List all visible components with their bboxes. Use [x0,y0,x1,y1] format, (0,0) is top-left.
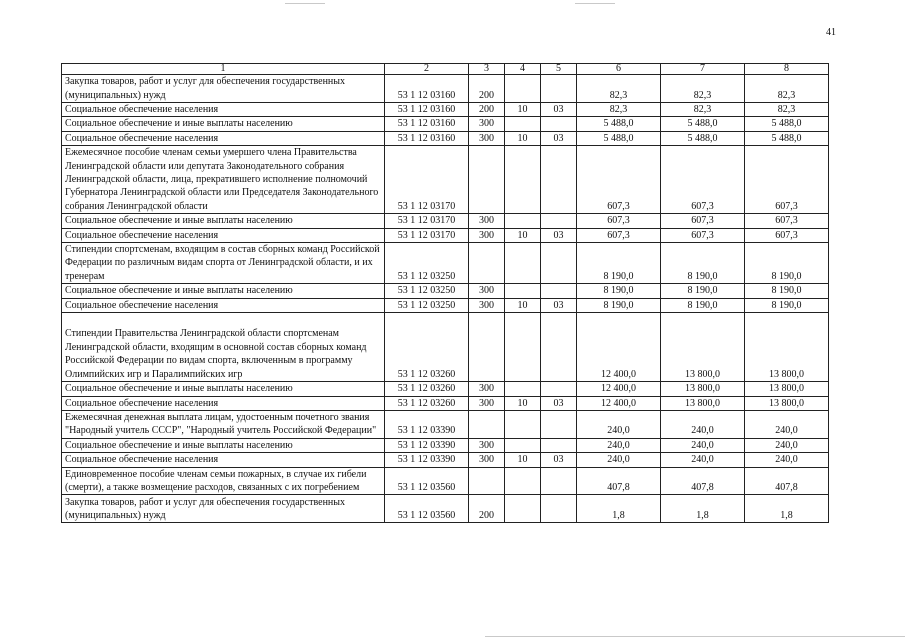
table-row [62,453,829,467]
row-value-8: 5 488,0 [745,117,829,131]
row-code: 53 1 12 03260 [385,396,469,410]
row-name: Социальное обеспечение населения [62,453,385,467]
row-expense-type: 300 [469,396,505,410]
row-value-7: 82,3 [661,103,745,117]
row-name: Ежемесячное пособие членам семьи умершего члена Правительства Ленинградской области или депутата Законодательного собрания Ленинградской области, лица, прекратившего исполнение полномочий Губернатора Ленинградской области или Председателя Законодательного собрания Ленинградской области [62,146,385,214]
row-code: 53 1 12 03250 [385,243,469,284]
scan-artifact [485,636,905,637]
row-value-6: 1,8 [577,495,661,523]
row-name: Социальное обеспечение и иные выплаты населению [62,382,385,396]
row-value-6: 607,3 [577,146,661,214]
row-section [505,214,541,228]
row-expense-type: 300 [469,228,505,242]
table-row [62,75,829,103]
row-section [505,75,541,103]
row-subsection [541,146,577,214]
scan-artifact [575,3,615,4]
row-value-6: 12 400,0 [577,313,661,382]
column-header: 7 [661,64,745,75]
table-row [62,313,829,382]
row-value-7: 8 190,0 [661,298,745,312]
table-row [62,382,829,396]
row-value-8: 8 190,0 [745,284,829,298]
row-expense-type: 200 [469,75,505,103]
row-value-6: 607,3 [577,214,661,228]
table-row [62,146,829,214]
row-value-8: 607,3 [745,146,829,214]
row-subsection [541,382,577,396]
row-code: 53 1 12 03160 [385,103,469,117]
row-value-6: 12 400,0 [577,382,661,396]
row-value-7: 5 488,0 [661,117,745,131]
row-value-7: 8 190,0 [661,243,745,284]
table-row [62,467,829,495]
table-row [62,131,829,145]
row-subsection [541,75,577,103]
row-value-8: 8 190,0 [745,243,829,284]
row-name: Социальное обеспечение населения [62,396,385,410]
row-expense-type: 300 [469,453,505,467]
table-row [62,228,829,242]
column-header: 6 [577,64,661,75]
row-name: Социальное обеспечение населения [62,103,385,117]
row-expense-type: 300 [469,298,505,312]
row-subsection: 03 [541,298,577,312]
row-expense-type: 300 [469,117,505,131]
page-number: 41 [826,27,836,38]
row-name: Закупка товаров, работ и услуг для обеспечения государственных (муниципальных) нужд [62,75,385,103]
row-name: Социальное обеспечение и иные выплаты населению [62,438,385,452]
row-value-6: 607,3 [577,228,661,242]
row-expense-type: 200 [469,495,505,523]
row-code: 53 1 12 03250 [385,298,469,312]
row-subsection [541,467,577,495]
header-row [62,64,829,75]
column-header: 3 [469,64,505,75]
row-value-6: 8 190,0 [577,298,661,312]
row-code: 53 1 12 03170 [385,214,469,228]
row-section [505,382,541,396]
row-subsection: 03 [541,131,577,145]
row-subsection [541,284,577,298]
row-value-8: 407,8 [745,467,829,495]
row-section [505,438,541,452]
row-name: Социальное обеспечение населения [62,131,385,145]
column-header: 8 [745,64,829,75]
row-name: Ежемесячная денежная выплата лицам, удостоенным почетного звания "Народный учитель СССР", "Народный учитель Российской Федерации" [62,410,385,438]
row-subsection [541,117,577,131]
row-subsection: 03 [541,396,577,410]
row-section: 10 [505,103,541,117]
row-value-8: 13 800,0 [745,396,829,410]
row-value-8: 13 800,0 [745,382,829,396]
row-expense-type [469,410,505,438]
row-subsection [541,214,577,228]
row-expense-type [469,313,505,382]
row-subsection [541,313,577,382]
row-code: 53 1 12 03250 [385,284,469,298]
table-row [62,298,829,312]
row-name: Социальное обеспечение населения [62,298,385,312]
row-expense-type: 300 [469,131,505,145]
row-section: 10 [505,453,541,467]
row-value-7: 607,3 [661,214,745,228]
row-section [505,467,541,495]
row-name: Единовременное пособие членам семьи пожарных, в случае их гибели (смерти), а также возмещение расходов, связанных с их погребением [62,467,385,495]
table-row [62,214,829,228]
row-section [505,146,541,214]
row-code: 53 1 12 03160 [385,75,469,103]
column-header: 4 [505,64,541,75]
table-row [62,284,829,298]
row-expense-type: 300 [469,214,505,228]
row-value-7: 240,0 [661,453,745,467]
row-name: Социальное обеспечение населения [62,228,385,242]
row-value-8: 240,0 [745,410,829,438]
table-row [62,117,829,131]
row-value-7: 240,0 [661,410,745,438]
row-value-6: 12 400,0 [577,396,661,410]
row-name: Стипендии Правительства Ленинградской области спортсменам Ленинградской области, входящим в основной состав сборных команд Российской Федерации по видам спорта, включенным в программу Олимпийских игр и Паралимпийских игр [62,313,385,382]
row-subsection [541,438,577,452]
row-code: 53 1 12 03560 [385,467,469,495]
row-value-8: 240,0 [745,453,829,467]
row-expense-type: 300 [469,438,505,452]
row-section [505,284,541,298]
table-row [62,410,829,438]
table-row [62,438,829,452]
row-value-6: 240,0 [577,410,661,438]
row-value-8: 607,3 [745,214,829,228]
row-name: Социальное обеспечение и иные выплаты населению [62,117,385,131]
row-code: 53 1 12 03170 [385,146,469,214]
row-value-6: 82,3 [577,103,661,117]
row-value-6: 82,3 [577,75,661,103]
row-name: Стипендии спортсменам, входящим в состав сборных команд Российской Федерации по различным видам спорта от Ленинградской области, и их тренерам [62,243,385,284]
row-value-7: 13 800,0 [661,382,745,396]
row-value-7: 8 190,0 [661,284,745,298]
row-value-7: 240,0 [661,438,745,452]
row-value-8: 82,3 [745,103,829,117]
row-value-6: 407,8 [577,467,661,495]
row-value-7: 13 800,0 [661,313,745,382]
row-subsection: 03 [541,453,577,467]
row-section [505,495,541,523]
row-code: 53 1 12 03160 [385,131,469,145]
row-expense-type: 300 [469,284,505,298]
row-expense-type [469,146,505,214]
row-value-6: 240,0 [577,453,661,467]
row-expense-type [469,467,505,495]
row-value-8: 240,0 [745,438,829,452]
row-section [505,243,541,284]
row-expense-type [469,243,505,284]
row-subsection: 03 [541,228,577,242]
row-section: 10 [505,228,541,242]
row-expense-type: 200 [469,103,505,117]
row-value-7: 82,3 [661,75,745,103]
column-header: 1 [62,64,385,75]
row-value-6: 5 488,0 [577,131,661,145]
row-subsection [541,410,577,438]
row-value-6: 8 190,0 [577,284,661,298]
row-section: 10 [505,131,541,145]
table-row [62,243,829,284]
row-subsection [541,243,577,284]
table-row [62,495,829,523]
scan-artifact [285,3,325,4]
row-value-6: 5 488,0 [577,117,661,131]
row-code: 53 1 12 03170 [385,228,469,242]
row-value-7: 407,8 [661,467,745,495]
row-value-6: 8 190,0 [577,243,661,284]
row-name: Социальное обеспечение и иные выплаты населению [62,214,385,228]
row-value-7: 1,8 [661,495,745,523]
row-name: Закупка товаров, работ и услуг для обеспечения государственных (муниципальных) нужд [62,495,385,523]
row-subsection [541,495,577,523]
row-value-8: 13 800,0 [745,313,829,382]
row-value-6: 240,0 [577,438,661,452]
row-code: 53 1 12 03560 [385,495,469,523]
row-expense-type: 300 [469,382,505,396]
row-section [505,313,541,382]
row-section [505,117,541,131]
row-code: 53 1 12 03160 [385,117,469,131]
row-value-7: 607,3 [661,146,745,214]
row-section: 10 [505,396,541,410]
row-value-8: 607,3 [745,228,829,242]
table-row [62,103,829,117]
row-subsection: 03 [541,103,577,117]
row-value-7: 5 488,0 [661,131,745,145]
column-header: 5 [541,64,577,75]
row-value-8: 8 190,0 [745,298,829,312]
row-value-8: 82,3 [745,75,829,103]
row-value-7: 13 800,0 [661,396,745,410]
table-row [62,396,829,410]
row-section: 10 [505,298,541,312]
column-header: 2 [385,64,469,75]
row-code: 53 1 12 03390 [385,410,469,438]
row-value-7: 607,3 [661,228,745,242]
row-code: 53 1 12 03260 [385,313,469,382]
row-code: 53 1 12 03390 [385,453,469,467]
row-value-8: 1,8 [745,495,829,523]
row-code: 53 1 12 03390 [385,438,469,452]
row-value-8: 5 488,0 [745,131,829,145]
row-code: 53 1 12 03260 [385,382,469,396]
row-name: Социальное обеспечение и иные выплаты населению [62,284,385,298]
budget-table [61,63,829,523]
row-section [505,410,541,438]
